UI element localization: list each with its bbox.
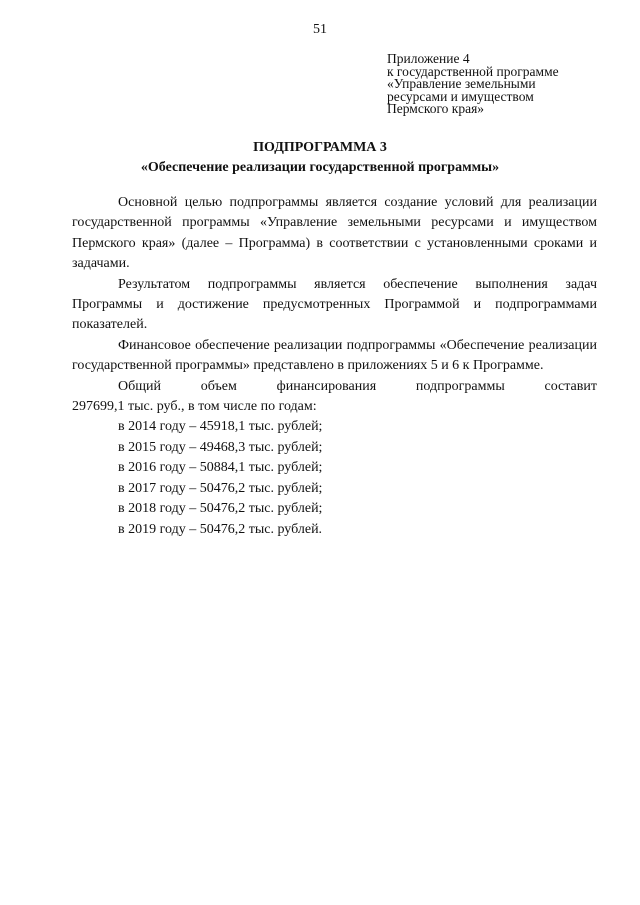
paragraph-financing: Финансовое обеспечение реализации подпрограммы «Обеспечение реализации государственной программы» представлено в приложениях 5 и 6 к Программе. (72, 337, 597, 374)
funding-year-item: в 2017 году – 50476,2 тыс. рублей; (118, 480, 323, 496)
subprogram-title: ПОДПРОГРАММА 3 (253, 140, 387, 155)
funding-year-item: в 2019 году – 50476,2 тыс. рублей. (118, 521, 323, 537)
document-body (72, 193, 597, 540)
funding-by-year-list (72, 417, 597, 539)
funding-year-item: в 2018 году – 50476,2 тыс. рублей; (118, 501, 323, 517)
appendix-line: ресурсами и имуществом (387, 88, 534, 104)
paragraph-result: Результатом подпрограммы является обеспечение выполнения задач Программы и достижение предусмотренных Программой и подпрограммами показателей. (72, 276, 597, 333)
section-heading (0, 138, 640, 178)
funding-year-item: в 2016 году – 50884,1 тыс. рублей; (118, 460, 323, 476)
appendix-line: Приложение 4 (387, 51, 470, 66)
appendix-line: к государственной программе (387, 63, 559, 79)
funding-year-item: в 2015 году – 49468,3 тыс. рублей; (118, 439, 323, 455)
page-number: 51 (313, 22, 327, 37)
subprogram-subtitle: «Обеспечение реализации государственной программы» (140, 160, 500, 175)
funding-year-item: в 2014 году – 45918,1 тыс. рублей; (118, 419, 323, 435)
appendix-line: Пермского края» (387, 101, 485, 117)
paragraph-goal: Основной целью подпрограммы является создание условий для реализации государственной программы «Управление земельными ресурсами и имуществом Пермского края» (далее – Программа) в соответствии с установленными сроками и задачами. (72, 195, 597, 272)
funding-total-line: 297699,1 тыс. руб., в том числе по годам: (72, 399, 317, 415)
appendix-note (387, 53, 597, 116)
funding-intro-line: Общий объем финансирования подпрограммы составит (118, 378, 597, 394)
appendix-line: «Управление земельными (387, 76, 536, 92)
